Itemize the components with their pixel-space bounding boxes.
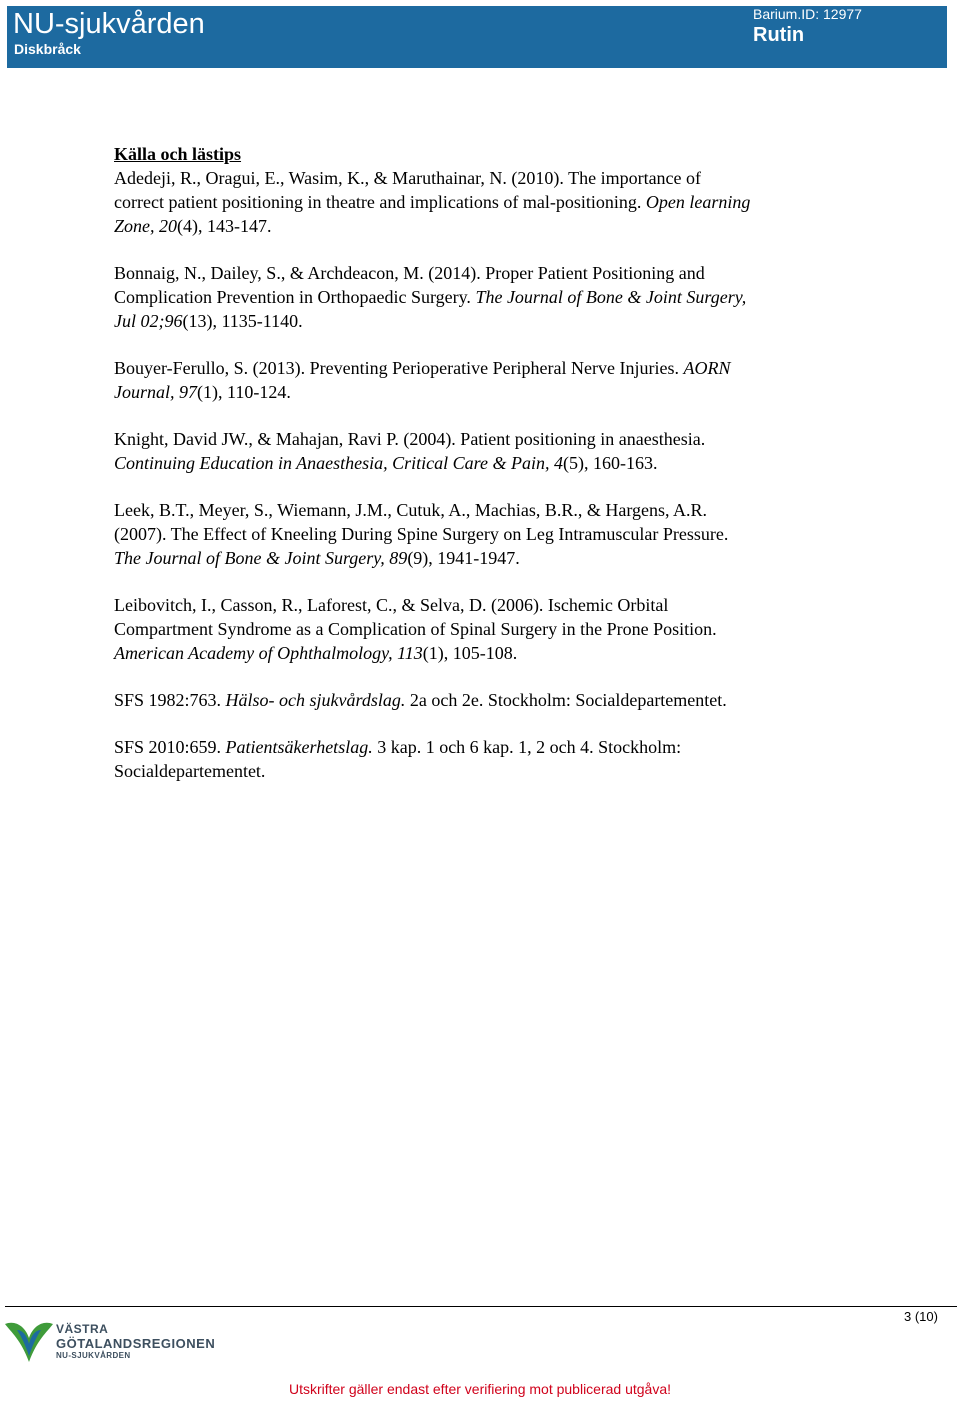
reference-item: Adedeji, R., Oragui, E., Wasim, K., & Maruthainar, N. (2010). The importance of correct patient positioning in theatre and implications of mal-positioning. Open learning Zone, 20(4), 143-147. — [114, 168, 751, 236]
references-section — [114, 142, 754, 806]
reference-item: SFS 1982:763. Hälso- och sjukvårdslag. 2a och 2e. Stockholm: Socialdepartementet. — [114, 690, 727, 710]
logo-line-1: VÄSTRA — [56, 1322, 109, 1336]
document-id: Barium.ID: 12977 — [753, 6, 862, 22]
document-subject: Diskbråck — [14, 41, 81, 57]
document-type: Rutin — [753, 24, 805, 46]
vgr-emblem-icon — [3, 1318, 55, 1366]
reference-item: Leibovitch, I., Casson, R., Laforest, C., & Selva, D. (2006). Ischemic Orbital Compartment Syndrome as a Complication of Spinal Surgery in the Prone Position. American Academy of Ophthalmology, 113(1), 105-108. — [114, 595, 717, 663]
reference-item: Bonnaig, N., Dailey, S., & Archdeacon, M. (2014). Proper Patient Positioning and Complication Prevention in Orthopaedic Surgery. The Journal of Bone & Joint Surgery, Jul 02;96(13), 1135-1140. — [114, 263, 747, 331]
vgr-logo — [3, 1318, 223, 1370]
document-header — [7, 6, 947, 68]
logo-line-2: GÖTALANDSREGIONEN — [56, 1336, 216, 1351]
organization-title: NU-sjukvården — [13, 8, 205, 40]
logo-line-3: NU-SJUKVÅRDEN — [56, 1351, 131, 1360]
footer-divider — [5, 1306, 957, 1307]
reference-item: Leek, B.T., Meyer, S., Wiemann, J.M., Cutuk, A., Machias, B.R., & Hargens, A.R. (2007). The Effect of Kneeling During Spine Surgery on Leg Intramuscular Pressure. The Journal of Bone & Joint Surgery, 89(9), 1941-1947. — [114, 500, 729, 568]
print-notice: Utskrifter gäller endast efter verifiering mot publicerad utgåva! — [288, 1381, 672, 1397]
reference-item: SFS 2010:659. Patientsäkerhetslag. 3 kap. 1 och 6 kap. 1, 2 och 4. Stockholm: Socialdepartementet. — [114, 737, 682, 781]
section-heading: Källa och lästips — [114, 144, 242, 164]
reference-item: Bouyer-Ferullo, S. (2013). Preventing Perioperative Peripheral Nerve Injuries. AORN Journal, 97(1), 110-124. — [114, 358, 731, 402]
reference-item: Knight, David JW., & Mahajan, Ravi P. (2004). Patient positioning in anaesthesia. Continuing Education in Anaesthesia, Critical Care & Pain, 4(5), 160-163. — [114, 429, 706, 473]
page-number: 3 (10) — [904, 1309, 938, 1324]
